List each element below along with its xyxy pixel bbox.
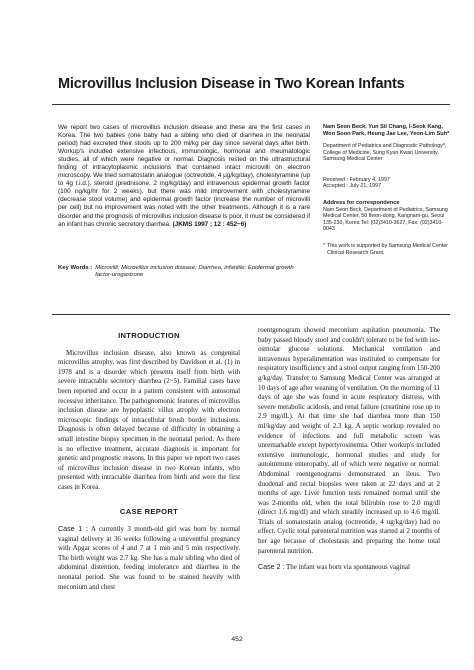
case-report-heading: CASE REPORT bbox=[119, 506, 179, 516]
case1-paragraph bbox=[58, 524, 240, 592]
abstract-citation: (JKMS 1997 ; 12 : 452~6) bbox=[172, 220, 247, 228]
funding-mark: * bbox=[323, 242, 326, 249]
dates bbox=[323, 177, 451, 190]
right-column bbox=[258, 326, 440, 573]
case2-label: Case 2 : bbox=[258, 562, 285, 572]
abstract-text: We report two cases of microvillus inclusion disease and these are the first cases in Korea. The two babies (one baby had a sibling who died of diarrhea in the neonatal period) had excreted their stools up to 200 ml/kg per day since several days after birth. Workup's included extensive infectious, immunologic, hormonal and rheumatologic studies, all of which were negative or normal. Diagnosis rested on the ultrastructural finding of intracytoplasmic inclusions that contained intact microvilli on electron microscopy. We tried somatostatin analogue (octreotide, 4 μg/kg/day), cholestyramine (up to 4g t.i.d.), steroid (prednisone, 2 mg/kg/day) and intravenous epidermal growth factor (100 ng/kg/hr for 2 weeks), but there was mild improvement with cholestyramine (decrease stool volume) and epidermal growth factor (increase the number of microvilli per cell) but no improvement was noted with the other treatments. Although it is a rare disorder and the prognosis of microvillus inclusion disease is poor, it must be considered if an infant has chronic secretory diarrhea. bbox=[58, 124, 310, 228]
header-divider bbox=[52, 104, 450, 105]
correspondence-heading: Address for correspondence bbox=[323, 199, 400, 206]
case1-label: Case 1 : bbox=[58, 524, 88, 534]
introduction-text: Microvillus inclusion disease, also known as congenital microvillus atrophy, was first described by Davidson et al. (1) in 1978 and is a disorder which presents itself from birth with severe intractable secretory diarrhea (2~5). Familial cases have been reported and occur in a pattern consistent with autosomal recessive inheritance. The pathognomonic features of microvillus inclusion disease are hypoplastic villus atrophy with electron microscopic findings of intracellular brush border inclusions. Diagnosis is often delayed because of difficulty in obtaining a small intestine biopsy specimen in the neonatal period. As there is no effective treatment, accurate diagnosis is important for genetic and prognostic reasons. In this paper we report two cases of microvillus inclusion disease in two Korean infants, who presented with intractable diarrhea from birth and were the first cases in Korea. bbox=[58, 348, 240, 491]
correspondence-address: Nam Seon Beck, Department of Pediatrics, Samsung Medical Center, 50 Ilwon-dong, Kangnam-gu, Seoul 135-230, Korea Tel: (02)3410-3627, Fax: (02)3410-0043 bbox=[323, 206, 448, 233]
funding-note bbox=[323, 243, 451, 256]
received-date: Received : February 4, 1997 bbox=[323, 176, 390, 183]
affiliation: Department of Pediatrics and Diagnostic Pathology*, College of Medicine, Sung Kyun Kwan University, Samsung Medical Center bbox=[323, 143, 447, 163]
case2-text: The infant was born via spontaneous vaginal bbox=[285, 563, 410, 572]
article-title: Microvillus Inclusion Disease in Two Korean Infants bbox=[58, 76, 405, 92]
keywords bbox=[58, 265, 310, 279]
case2-paragraph bbox=[258, 562, 440, 573]
body-divider bbox=[52, 314, 450, 315]
accepted-date: Accepted : July 21, 1997 bbox=[323, 183, 382, 190]
keywords-label: Key Words : bbox=[58, 265, 93, 271]
keywords-value: Microvilli; Microvillus inclusion disease; Diarrhea, infantile; Epidermal growth factor-urogastrone bbox=[95, 265, 294, 279]
case1-continued: roentgenogram showed meconium aspitation pneumonia. The baby passed bloody stool and couldn't tolerate to be fed with iso-osmolar glucose solutions. Mechanical ventilation and intravenous hyperalimentation was instituted to compensate for respiratory insufficiency and a stool output ranging from 150-200 g/kg/day. Transfer to Samsung Medical Center was arranged at 10 days of age after weaning of ventilation. On the morning of 11 days of age she was found in acute respiratory distress, with severe metabolic acidosis, and renal failure (creatinine rose up to 2.9 mg/dL). At that time she had diarrhea more than 150 ml/kg/day and weight of 2.3 kg. A septic workup revealed no evidence of infections and full metabolic screen was unremarkable except hypertyrosinemia. Other workup's included extensive immunologic, hormonal studies and study for autoimmune enteropathy, all of which were negative or normal. Abdominal roentgenograms demonstrated an ileus. Two duodenal and rectal biopsies were taken at 22 days and at 2 months of age. Liver function tests remained normal until she was 2-months old, when the total bilirubin rose to 2.0 mg/dl (direct 1.6 mg/dl) and which steadily increased up to 4.6 mg/dl. Trials of somatostatin analog (octreotide, 4 ug/kg/day) had no effect. Cyclic total parenteral nutrition was started at 2 months of her age because of cholestasis and preparing the home total parenteral nutrition. bbox=[258, 326, 440, 555]
author-sidebar bbox=[323, 124, 451, 256]
introduction-heading: INTRODUCTION bbox=[118, 331, 180, 340]
abstract bbox=[58, 124, 310, 229]
funding-text: This work is supported by Samsung Medical Center Clinical Research Grant. bbox=[327, 242, 449, 256]
left-column bbox=[58, 322, 240, 592]
case1-text: A currently 3 month-old girl was born by normal vaginal delivery at 36 weeks following a uneventful pregnancy with Apgar scores of 4 and 7 at 1 min and 5 min respectively. The birth weight was 2.7 kg. She has a male sibling who died of abdominal distention, feeding intolerance and diarrhea in the neonatal period. She was found to be stained heavily with meconium and chest bbox=[58, 525, 240, 591]
author-list: Nam Seon Beck, Yun Sil Chang, I-Seok Kang, Won Soon Park, Heung Jae Lee, Yeon-Lim Suh* bbox=[323, 124, 450, 137]
page-number: 452 bbox=[231, 636, 243, 643]
